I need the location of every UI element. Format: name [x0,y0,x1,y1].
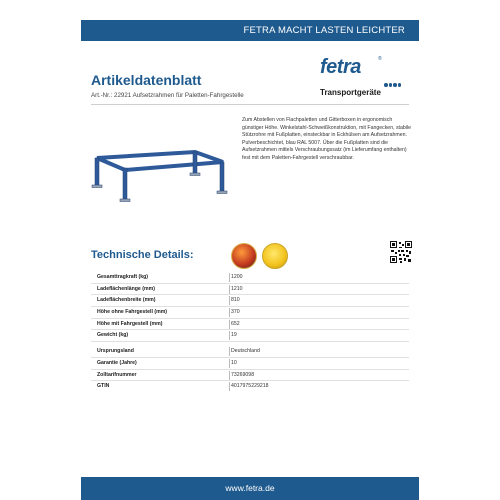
info-value: 10 [231,359,237,366]
info-label: Garantie (Jahre) [97,359,137,366]
spec-label: Ladeflächenbreite (mm) [97,297,156,304]
table-row [91,358,409,370]
technical-details-heading: Technische Details: [91,249,194,261]
table-row [91,381,409,392]
logo-registered-mark: ® [378,56,382,62]
product-image [91,140,231,210]
table-row [91,307,409,319]
spec-value: 652 [231,320,240,327]
page-title: Artikeldatenblatt [91,72,202,88]
info-label: GTIN [97,383,110,390]
spec-value: 19 [231,332,237,339]
spec-value: 810 [231,297,240,304]
spec-label: Höhe ohne Fahrgestell (mm) [97,309,168,316]
table-row [91,272,409,284]
table-row [91,330,409,342]
title-divider [91,104,409,105]
logo-dots-icon [384,74,404,80]
footer-link[interactable]: www.fetra.de [225,483,275,493]
article-number: Art.-Nr.: 22921 Aufsetzrahmen für Paletten-Fahrgestelle [91,92,244,99]
info-label: Ursprungsland [97,348,134,355]
table-row [91,370,409,382]
banner-text: FETRA MACHT LASTEN LEICHTER [243,25,405,36]
qr-code-icon [390,241,412,263]
info-value: 4017975229218 [231,383,269,390]
table-row [91,295,409,307]
footer-banner [81,477,419,500]
warranty-seal-icon [262,243,288,269]
info-value: 73269098 [231,371,255,378]
datasheet-page [81,0,419,500]
table-row [91,284,409,296]
spec-tables [91,272,409,392]
spec-value: 1200 [231,274,243,280]
spec-value: 370 [231,309,240,316]
made-in-germany-seal-icon [231,243,257,269]
spec-label: Höhe mit Fahrgestell (mm) [97,320,163,327]
logo-tagline: Transportgeräte [320,88,381,97]
product-description: Zum Abstellen von Flachpaletten und Gitterboxen in ergonomisch günstiger Höhe. Winkelstahl-Schweißkonstruktion, mit Fangecken, stabile Stützrohre mit Fußplatten, einsteckbar in Eckhülsen am Aufsetzrahmen. Pulverbeschichtet, blau RAL 5007. Über die Fußplatten sind die Aufsetzrahmen mittels Verschraubungssatz (im Lieferumfang enthalten) fest mit dem Paletten-Fahrgestell verschraubbar. [242,117,411,161]
logo-wordmark: fetra [320,56,361,78]
info-label: Zolltarifnummer [97,371,137,378]
top-banner [81,20,419,41]
info-value: Deutschland [231,348,260,355]
spec-label: Gesamttragkraft (kg) [97,274,149,280]
table-row [91,319,409,331]
spec-value: 1210 [231,285,243,292]
spec-label: Ladeflächenlänge (mm) [97,285,155,292]
table-row [91,346,409,358]
spec-label: Gewicht (kg) [97,332,129,339]
